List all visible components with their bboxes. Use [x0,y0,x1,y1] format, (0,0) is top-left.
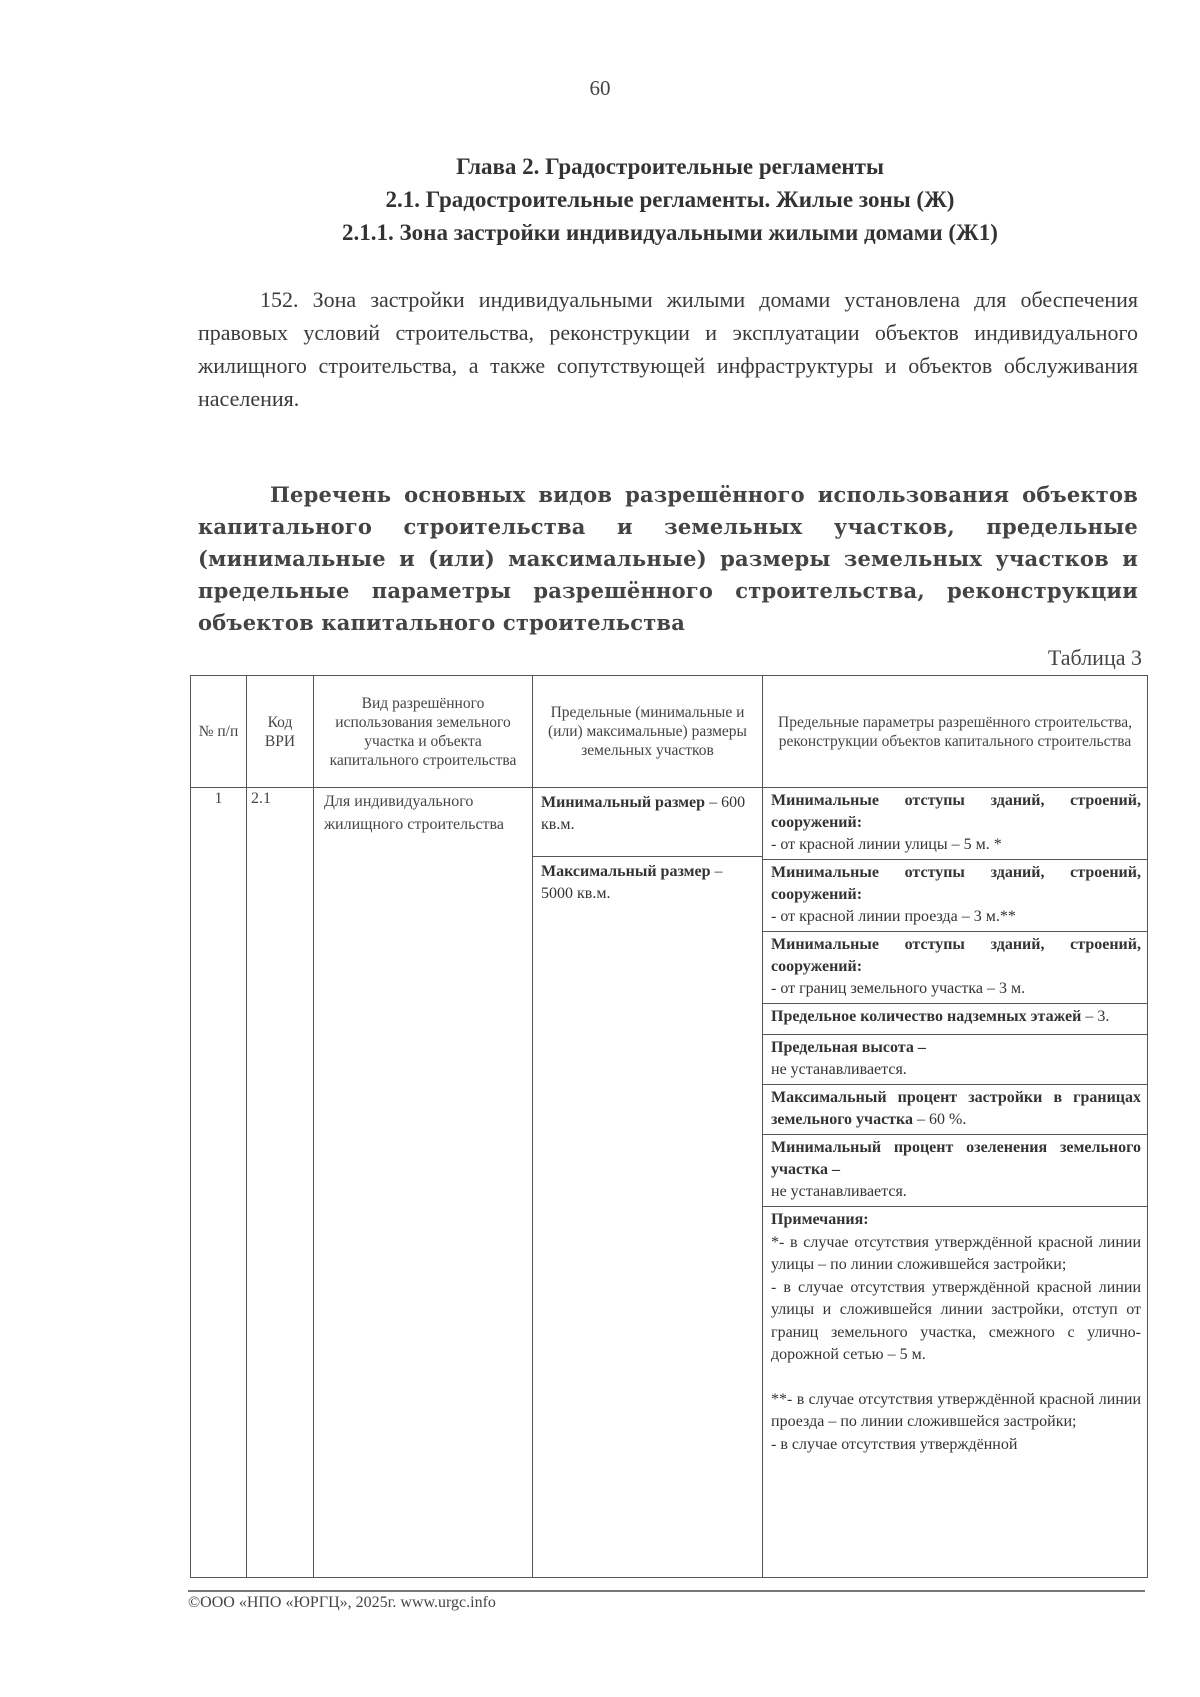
param-item [763,788,1147,860]
row-sizes [533,788,763,1578]
note-item: **- в случае отсутствия утверждённой красной линии проезда – по линии сложившейся застройки; [771,1390,1141,1430]
param-text: - от красной линии проезда – 3 м.** [771,908,1016,925]
size-min [533,788,762,856]
param-bold: Минимальные отступы зданий, строений, сооружений: [771,936,1141,975]
header-params: Предельные параметры разрешённого строительства, реконструкции объектов капитального строительства [763,676,1148,788]
chapter-headings [200,150,1140,249]
footer-divider [188,1590,1145,1592]
param-bold: Предельное количество надземных этажей [771,1008,1082,1025]
row-use: Для индивидуального жилищного строительства [314,788,533,1578]
param-text: не устанавливается. [771,1061,907,1078]
param-text: - от границ земельного участка – 3 м. [771,980,1026,997]
table-row [191,788,1148,1578]
param-item [763,860,1147,932]
section-title: 2.1. Градостроительные регламенты. Жилые зоны (Ж) [385,187,955,212]
header-num: № п/п [191,676,247,788]
size-max-label: Максимальный размер [541,863,711,880]
size-min-value: – 600 кв.м. [541,794,746,833]
param-text: – 3. [1081,1008,1110,1025]
param-item [763,932,1147,1004]
list-heading [198,479,1138,639]
subsection-title: 2.1.1. Зона застройки индивидуальными жилыми домами (Ж1) [342,220,998,245]
header-code: Код ВРИ [247,676,314,788]
param-text: – 60 %. [913,1111,967,1128]
param-item [763,1085,1147,1135]
param-bold: Минимальный процент озеленения земельного участка – [771,1139,1141,1178]
param-bold: Минимальные отступы зданий, строений, сооружений: [771,864,1141,903]
list-heading-text: Перечень основных видов разрешённого использования объектов капитального строительства и земельных участков, предельные (минимальные и (или) максимальные) размеры земельных участков и предельные параметры разрешённого строительства, реконструкции объектов капитального строительства [198,482,1138,635]
note-item: *- в случае отсутствия утверждённой красной линии улицы – по линии сложившейся застройки; [771,1233,1141,1273]
table-label: Таблица 3 [1047,645,1142,670]
chapter-title: Глава 2. Градостроительные регламенты [456,154,884,179]
notes-block [763,1207,1147,1456]
size-min-label: Минимальный размер [541,794,706,811]
size-max [533,857,762,909]
note-item: - в случае отсутствия утверждённой красной линии улицы и сложившейся линии застройки, отступ от границ земельного участка, смежного с улично-дорожной сетью – 5 м. [771,1278,1141,1363]
param-bold: Максимальный процент застройки в границах земельного участка [771,1089,1141,1128]
param-text: - от красной линии улицы – 5 м. * [771,836,1002,853]
regulations-table [190,675,1148,1578]
notes-title: Примечания: [771,1211,869,1228]
param-item [763,1035,1147,1085]
intro-paragraph [198,283,1138,415]
param-item [763,1004,1147,1035]
row-num: 1 [191,788,247,1578]
param-bold: Минимальные отступы зданий, строений, сооружений: [771,792,1141,831]
header-sizes: Предельные (минимальные и (или) максимальные) размеры земельных участков [533,676,763,788]
note-item: - в случае отсутствия утверждённой [771,1435,1018,1453]
footer-copyright: ©ООО «НПО «ЮРГЦ», 2025г. www.urgc.info [188,1594,496,1611]
page-number: 60 [589,76,611,100]
header-use: Вид разрешённого использования земельного участка и объекта капитального строительства [314,676,533,788]
row-code: 2.1 [247,788,314,1578]
param-bold: Предельная высота – [771,1039,926,1056]
row-params [763,788,1148,1578]
param-item [763,1135,1147,1207]
intro-paragraph-text: 152. Зона застройки индивидуальными жилыми домами установлена для обеспечения правовых условий строительства, реконструкции и эксплуатации объектов индивидуального жилищного строительства, а также сопутствующей инфраструктуры и объектов обслуживания населения. [198,287,1138,411]
table-header-row [191,676,1148,788]
param-text: не устанавливается. [771,1183,907,1200]
size-max-value: – 5000 кв.м. [541,863,723,902]
